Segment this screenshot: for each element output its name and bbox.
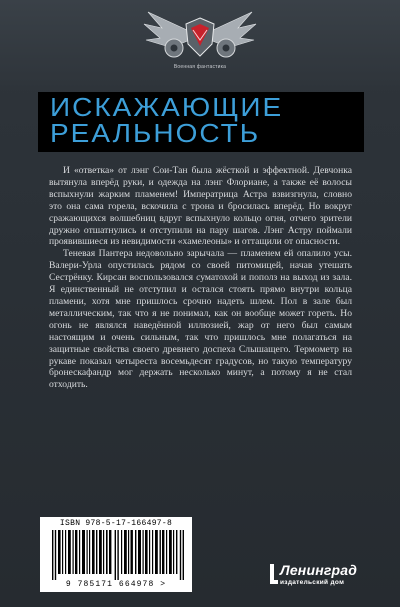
barcode-number: 9 785171 664978 > <box>65 580 167 589</box>
isbn-label: ISBN 978-5-17-166497-8 <box>59 519 173 528</box>
book-title-line-1: ИСКАЖАЮЩИЕ <box>50 93 284 122</box>
barcode-icon <box>52 530 184 580</box>
blurb-paragraph-2: Теневая Пантера недовольно зарычала — пламенем ей опалило усы. Валери-Урла опустилась рядом со своей питомицей, начав утешать Сестрёнку. Кирсан воспользовался суматохой и пополз на выход из зала. Я единственный не отступил и остался стоять прямо внутри кольца пламени, хотя мне пришлось срочно надеть шлем. Пол в зале был металлическим, так что я не понимал, как он вообще может гореть. Но огонь не являлся наведённой иллюзией, жар от него был самым настоящим и очень сильным, так что пришлось мне полагаться на защитные свойства своего древнего доспеха Слышащего. Термометр на рукаве показал четыреста восемьдесят градусов, но такую температуру бронескафандр мог держать несколько минут, а потому я не стал отходить. <box>49 248 352 391</box>
blurb-paragraph-1: И «ответка» от лэнг Сои-Тан была жёсткой и эффектной. Девчонка вытянула вперёд руки, и одежда на лэнг Флориане, а также её волосы вспыхнули жарким пламенем! Императрица Астра взвизгнула, словно это она сама горела, вскочила с трона и бросилась вперёд. Но вокруг сражающихся волшебниц вдруг вспыхнуло кольцо огня, отчего зрители дружно отшатнулись и отступили на пару шагов. Лэнг Астру поймали проявившиеся из невидимости «хамелеоны» и оттащили от опасности. <box>49 165 352 248</box>
barcode-box <box>40 517 192 592</box>
series-emblem-icon <box>140 6 260 68</box>
publisher-name: Ленинград <box>280 562 358 578</box>
publisher-subtitle: издательский дом <box>280 579 345 586</box>
book-title-line-2: РЕАЛЬНОСТЬ <box>50 119 261 148</box>
series-label: Военная фантастика <box>173 64 227 70</box>
blurb-text <box>49 165 352 391</box>
title-box <box>38 92 364 152</box>
publisher-logo <box>268 560 380 600</box>
publisher-mark-icon <box>268 562 280 586</box>
